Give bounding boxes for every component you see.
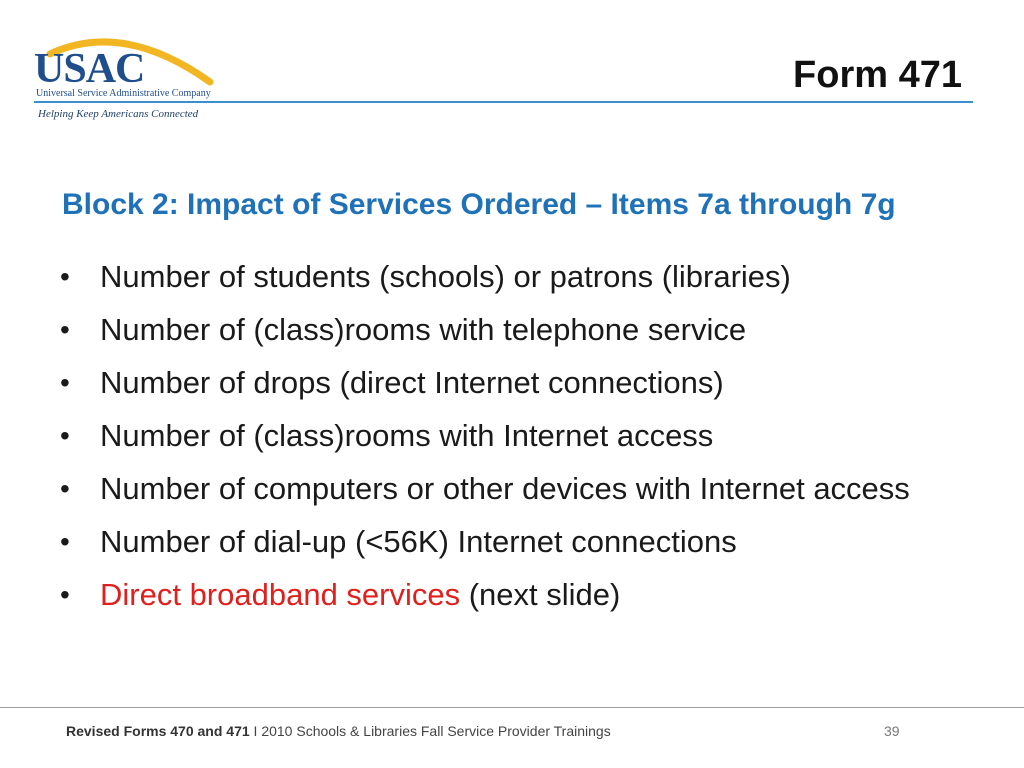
bullet-dot-icon: •	[60, 314, 70, 345]
bullet-dot-icon: •	[60, 473, 70, 504]
logo-tagline: Helping Keep Americans Connected	[38, 108, 199, 120]
list-item: • Number of students (schools) or patrons (libraries)	[60, 255, 940, 299]
bullet-dot-icon: •	[60, 420, 70, 451]
bullet-dot-icon: •	[60, 261, 70, 292]
bullet-dot-icon: •	[60, 367, 70, 398]
page-title: Form 471	[793, 54, 962, 96]
block-heading: Block 2: Impact of Services Ordered – Items 7a through 7g	[62, 188, 896, 221]
logo-subtitle: Universal Service Administrative Company	[36, 88, 211, 99]
bullet-dot-icon: •	[60, 579, 70, 610]
title-divider	[34, 101, 973, 103]
list-item: • Direct broadband services (next slide)	[60, 573, 940, 617]
footer-subtitle: 2010 Schools & Libraries Fall Service Provider Trainings	[261, 723, 611, 739]
footer-separator: I	[249, 723, 262, 739]
usac-logo	[28, 26, 228, 126]
footer-caption	[66, 723, 611, 739]
list-item: • Number of computers or other devices with Internet access	[60, 467, 940, 511]
logo-name: USAC	[34, 46, 145, 92]
bullet-list	[60, 255, 940, 626]
list-item: • Number of (class)rooms with Internet access	[60, 414, 940, 458]
list-item: • Number of (class)rooms with telephone service	[60, 308, 940, 352]
footer-title: Revised Forms 470 and 471	[66, 723, 250, 739]
bullet-dot-icon: •	[60, 526, 70, 557]
list-item: • Number of dial-up (<56K) Internet connections	[60, 520, 940, 564]
footer-divider	[0, 707, 1024, 708]
highlighted-text: Direct broadband services	[100, 577, 461, 612]
page-number: 39	[884, 723, 900, 739]
list-item: • Number of drops (direct Internet connections)	[60, 361, 940, 405]
